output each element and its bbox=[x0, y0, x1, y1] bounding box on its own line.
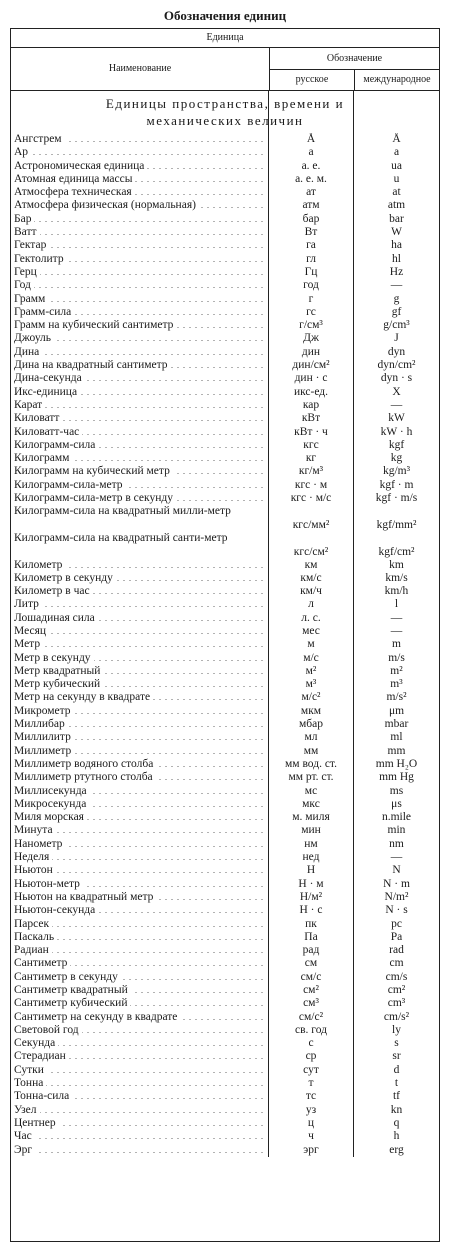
unit-symbol-international: — bbox=[390, 624, 403, 637]
unit-symbol-international: mbar bbox=[384, 718, 409, 731]
unit-symbol-international: kW bbox=[388, 412, 405, 425]
unit-name: Парсек . . . bbox=[11, 918, 268, 931]
unit-symbol-international: h bbox=[393, 1130, 400, 1143]
unit-name: Атомная единица массы . . . bbox=[11, 173, 268, 186]
unit-name: Килограмм-сила-метр в секунду . . . bbox=[11, 492, 268, 505]
unit-symbol-russian: Вт bbox=[304, 226, 318, 239]
unit-name: Сантиметр квадратный . . . bbox=[11, 984, 268, 997]
unit-name: Ньютон-секунда . . . bbox=[11, 904, 268, 917]
unit-symbol-russian: м/с bbox=[303, 651, 319, 664]
unit-symbol-international: gf bbox=[391, 305, 402, 318]
unit-symbol-russian: л bbox=[308, 598, 314, 611]
unit-symbol-russian: см/с bbox=[300, 970, 322, 983]
unit-symbol-russian: гс bbox=[306, 305, 316, 318]
unit-symbol-international: dyn · s bbox=[380, 372, 413, 385]
unit-symbol-international: u bbox=[393, 172, 400, 185]
unit-name: Ватт . . . bbox=[11, 226, 268, 239]
unit-name: Грамм на кубический сантиметр . . . bbox=[11, 319, 268, 332]
unit-name: Киловатт-час . . . bbox=[11, 426, 268, 439]
unit-symbol-international: ly bbox=[392, 1023, 401, 1036]
unit-name: Километр . . . bbox=[11, 559, 268, 572]
unit-symbol-russian: атм bbox=[302, 199, 320, 212]
unit-symbol-russian: см³ bbox=[303, 997, 319, 1010]
unit-name: Дина . . . bbox=[11, 346, 268, 359]
header-name: Наименование bbox=[11, 48, 270, 90]
unit-symbol-russian: см/с² bbox=[298, 1010, 324, 1023]
unit-name: Метр квадратный . . . bbox=[11, 665, 268, 678]
unit-name: Сантиметр в секунду . . . bbox=[11, 971, 268, 984]
unit-name: Ангстрем . . . bbox=[11, 133, 268, 146]
unit-name: Килограмм-сила на квадратный санти-метр bbox=[11, 532, 268, 559]
unit-name: Микрометр . . . bbox=[11, 705, 268, 718]
unit-name: Миллисекунда . . . bbox=[11, 785, 268, 798]
unit-name: Гектар . . . bbox=[11, 239, 268, 252]
unit-symbol-international: s bbox=[394, 1037, 399, 1050]
units-table bbox=[10, 28, 440, 1242]
unit-name: Джоуль . . . bbox=[11, 332, 268, 345]
unit-symbol-international: bar bbox=[389, 212, 404, 225]
unit-name: Микросекунда . . . bbox=[11, 798, 268, 811]
unit-name: Ньютон-метр . . . bbox=[11, 878, 268, 891]
unit-symbol-international: ml bbox=[390, 731, 403, 744]
unit-symbol-russian: Н · м bbox=[298, 877, 324, 890]
unit-symbol-international: dyn/cm² bbox=[377, 359, 416, 372]
unit-symbol-international: l bbox=[394, 598, 399, 611]
unit-symbol-russian: мкм bbox=[300, 704, 322, 717]
unit-symbol-russian: ч bbox=[308, 1130, 314, 1143]
unit-name: Миллибар . . . bbox=[11, 718, 268, 731]
unit-symbol-international: μs bbox=[391, 797, 402, 810]
unit-name: Сутки . . . bbox=[11, 1064, 268, 1077]
unit-symbol-international: g/cm³ bbox=[383, 319, 410, 332]
unit-symbol-international: Å bbox=[392, 133, 401, 145]
unit-symbol-international: tf bbox=[392, 1090, 401, 1103]
unit-name: Бар . . . bbox=[11, 213, 268, 226]
column-russian bbox=[269, 91, 354, 1157]
unit-name: Тонна . . . bbox=[11, 1077, 268, 1090]
unit-symbol-russian: Н/м² bbox=[299, 890, 323, 903]
unit-symbol-russian: Н bbox=[306, 864, 316, 877]
table-body bbox=[11, 91, 439, 1157]
unit-symbol-international: W bbox=[391, 226, 402, 239]
unit-symbol-russian: кгс bbox=[303, 438, 319, 451]
unit-symbol-international: ua bbox=[391, 159, 402, 172]
header-designation: Обозначение bbox=[270, 48, 439, 70]
unit-symbol-russian: с bbox=[308, 1037, 314, 1050]
unit-name: Минута . . . bbox=[11, 824, 268, 837]
unit-name: Ньютон на квадратный метр . . . bbox=[11, 891, 268, 904]
unit-name: Узел . . . bbox=[11, 1104, 268, 1117]
unit-name: Астрономическая единица . . . bbox=[11, 160, 268, 173]
unit-symbol-international: m² bbox=[390, 664, 403, 677]
unit-symbol-international: km/s bbox=[385, 571, 408, 584]
unit-name: Килограмм . . . bbox=[11, 452, 268, 465]
unit-symbol-international: erg bbox=[389, 1143, 404, 1156]
unit-symbol-international: cm³ bbox=[387, 997, 406, 1010]
unit-symbol-international: atm bbox=[387, 199, 406, 212]
unit-name: Метр на секунду в квадрате . . . bbox=[11, 691, 268, 704]
unit-name: Месяц . . . bbox=[11, 625, 268, 638]
unit-symbol-russian: кВт bbox=[301, 412, 321, 425]
unit-symbol-international: — bbox=[390, 279, 403, 292]
header-row bbox=[11, 48, 439, 91]
unit-symbol-russian: уз bbox=[305, 1103, 317, 1116]
unit-symbol-international: cm² bbox=[387, 984, 406, 996]
unit-symbol-russian: дин bbox=[301, 345, 321, 358]
unit-symbol-international: N · m bbox=[383, 877, 410, 890]
unit-symbol-russian: кгс · м/с bbox=[290, 492, 332, 505]
unit-symbol-international: N/m² bbox=[384, 890, 409, 903]
unit-symbol-russian: бар bbox=[302, 212, 320, 225]
unit-symbol-russian: гл bbox=[306, 252, 316, 265]
unit-name: Ньютон . . . bbox=[11, 864, 268, 877]
unit-symbol-international: d bbox=[393, 1063, 400, 1076]
unit-symbol-russian: кгс/мм² bbox=[292, 519, 330, 532]
unit-name: Радиан . . . bbox=[11, 944, 268, 957]
unit-symbol-russian: мкс bbox=[302, 797, 320, 810]
unit-symbol-russian: тс bbox=[305, 1090, 317, 1103]
unit-symbol-international: min bbox=[387, 824, 406, 837]
unit-symbol-international: mm Hg bbox=[379, 771, 414, 784]
unit-symbol-international: Pa bbox=[390, 930, 403, 943]
unit-symbol-russian: а bbox=[308, 146, 314, 159]
column-international bbox=[354, 91, 439, 1157]
unit-name: Карат . . . bbox=[11, 399, 268, 412]
unit-symbol-russian: пк bbox=[305, 917, 317, 930]
unit-symbol-international: cm/s² bbox=[383, 1010, 410, 1023]
unit-symbol-international: n.mile bbox=[381, 811, 412, 824]
unit-symbol-russian: икс-ед. bbox=[293, 385, 329, 398]
unit-symbol-russian: м bbox=[307, 638, 315, 651]
unit-name: Миля морская . . . bbox=[11, 811, 268, 824]
unit-name: Литр . . . bbox=[11, 598, 268, 611]
unit-symbol-russian: кг bbox=[305, 452, 317, 465]
unit-symbol-international: hl bbox=[392, 252, 401, 265]
unit-symbol-international: kg/m³ bbox=[382, 465, 411, 478]
unit-name: Миллиметр водяного столба . . . bbox=[11, 758, 268, 771]
unit-symbol-russian: кгс · м bbox=[294, 478, 328, 491]
unit-symbol-international: pc bbox=[391, 917, 402, 930]
header-unit: Единица bbox=[11, 29, 439, 48]
unit-name: Паскаль . . . bbox=[11, 931, 268, 944]
unit-name: Лошадиная сила . . . bbox=[11, 612, 268, 625]
unit-name: Миллилитр . . . bbox=[11, 731, 268, 744]
unit-symbol-russian: км/с bbox=[300, 571, 322, 584]
unit-name: Метр в секунду . . . bbox=[11, 652, 268, 665]
unit-name: Сантиметр кубический . . . bbox=[11, 997, 268, 1010]
unit-name: Сантиметр на секунду в квадрате . . . bbox=[11, 1011, 268, 1024]
unit-name: Год . . . bbox=[11, 279, 268, 292]
unit-symbol-international: ms bbox=[389, 784, 404, 797]
unit-name: Метр кубический . . . bbox=[11, 678, 268, 691]
unit-symbol-russian: ат bbox=[306, 186, 316, 199]
unit-symbol-russian: Дж bbox=[303, 332, 319, 345]
unit-symbol-international: mm bbox=[387, 744, 406, 757]
unit-symbol-international: kgf · m bbox=[379, 478, 414, 491]
unit-symbol-international: kgf/mm² bbox=[376, 519, 417, 532]
unit-symbol-international: Hz bbox=[389, 265, 404, 278]
unit-symbol-russian: мм вод. ст. bbox=[285, 757, 337, 770]
unit-symbol-russian: а. е. bbox=[301, 159, 321, 172]
unit-name: Тонна-сила . . . bbox=[11, 1090, 268, 1103]
unit-symbol-international: q bbox=[393, 1116, 400, 1129]
unit-name: Миллиметр . . . bbox=[11, 745, 268, 758]
unit-symbol-russian: кВт · ч bbox=[294, 425, 328, 438]
unit-name: Нанометр . . . bbox=[11, 838, 268, 851]
unit-symbol-international: km/h bbox=[384, 585, 409, 598]
unit-symbol-russian: а. е. м. bbox=[295, 172, 327, 185]
unit-symbol-international: N · s bbox=[385, 904, 408, 917]
header-international: международное bbox=[363, 74, 431, 85]
unit-symbol-russian: м³ bbox=[305, 678, 317, 691]
unit-name: Ар . . . bbox=[11, 146, 268, 159]
unit-symbol-international: cm bbox=[389, 957, 404, 970]
section-title-line1: Единицы пространства, времени и bbox=[105, 96, 345, 111]
unit-symbol-international: kgf · m/s bbox=[375, 492, 418, 505]
unit-symbol-international: m/s bbox=[388, 651, 405, 664]
unit-name: Килограмм-сила на квадратный милли-метр bbox=[11, 505, 268, 532]
unit-symbol-russian: Па bbox=[304, 930, 318, 943]
unit-name: Гектолитр . . . bbox=[11, 253, 268, 266]
unit-name: Миллиметр ртутного столба . . . bbox=[11, 771, 268, 784]
unit-name: Дина на квадратный сантиметр . . . bbox=[11, 359, 268, 372]
unit-name: Атмосфера техническая . . . bbox=[11, 186, 268, 199]
unit-symbol-international: km bbox=[389, 558, 404, 571]
unit-name: Неделя . . . bbox=[11, 851, 268, 864]
unit-symbol-russian: мс bbox=[304, 784, 318, 797]
column-name bbox=[11, 91, 269, 1157]
unit-symbol-international: — bbox=[390, 851, 403, 864]
unit-symbol-russian: Å bbox=[306, 133, 316, 145]
unit-symbol-international: cm/s bbox=[385, 970, 408, 983]
unit-name: Центнер . . . bbox=[11, 1117, 268, 1130]
unit-symbol-international: rad bbox=[389, 944, 404, 957]
unit-symbol-russian: м/с² bbox=[301, 691, 321, 704]
header-russian: русское bbox=[270, 70, 355, 90]
unit-symbol-international: a bbox=[393, 146, 400, 159]
unit-symbol-russian: нед bbox=[302, 851, 320, 864]
unit-name: Килограмм на кубический метр . . . bbox=[11, 465, 268, 478]
unit-symbol-international: kg bbox=[390, 452, 403, 465]
unit-name: Эрг . . . bbox=[11, 1144, 268, 1157]
unit-name: Атмосфера физическая (нормальная) . . . bbox=[11, 199, 268, 212]
unit-name: Сантиметр . . . bbox=[11, 957, 268, 970]
unit-name: Икс-единица . . . bbox=[11, 386, 268, 399]
unit-name: Секунда . . . bbox=[11, 1037, 268, 1050]
unit-symbol-russian: га bbox=[306, 239, 316, 252]
unit-symbol-international: ha bbox=[391, 239, 402, 252]
unit-symbol-international: dyn bbox=[387, 345, 406, 358]
section-title bbox=[11, 91, 439, 129]
unit-symbol-international: m/s² bbox=[386, 691, 407, 704]
unit-symbol-russian: эрг bbox=[303, 1143, 319, 1156]
unit-symbol-russian: Н · с bbox=[299, 904, 323, 917]
unit-symbol-russian: см bbox=[304, 957, 318, 970]
unit-symbol-russian: мм bbox=[303, 744, 319, 757]
unit-symbol-russian: мес bbox=[302, 624, 320, 637]
unit-symbol-russian: св. год bbox=[295, 1023, 327, 1036]
unit-symbol-international: t bbox=[394, 1077, 399, 1090]
unit-symbol-russian: см² bbox=[303, 984, 319, 996]
unit-symbol-russian: ср bbox=[305, 1050, 317, 1063]
unit-symbol-international: m³ bbox=[390, 678, 403, 691]
unit-name: Килограмм-сила . . . bbox=[11, 439, 268, 452]
unit-name: Дина-секунда . . . bbox=[11, 372, 268, 385]
unit-symbol-russian: рад bbox=[302, 944, 320, 957]
unit-symbol-russian: кг/м³ bbox=[298, 465, 324, 478]
unit-symbol-international: X bbox=[392, 385, 401, 398]
unit-symbol-russian: дин/см² bbox=[292, 359, 330, 372]
unit-symbol-international: N bbox=[392, 864, 401, 877]
unit-symbol-russian: г/см³ bbox=[299, 319, 323, 332]
unit-symbol-russian: м. миля bbox=[292, 811, 330, 824]
unit-name: Световой год . . . bbox=[11, 1024, 268, 1037]
unit-symbol-international: kgf bbox=[388, 438, 405, 451]
unit-symbol-russian: Гц bbox=[304, 265, 318, 278]
unit-name: Киловатт . . . bbox=[11, 412, 268, 425]
unit-symbol-russian: мин bbox=[301, 824, 321, 837]
unit-symbol-russian: сут bbox=[303, 1063, 319, 1076]
unit-name: Километр в час . . . bbox=[11, 585, 268, 598]
unit-symbol-russian: год bbox=[303, 279, 319, 292]
unit-symbol-international: — bbox=[390, 611, 403, 624]
unit-symbol-international: m bbox=[392, 638, 401, 651]
unit-symbol-russian: л. с. bbox=[301, 611, 321, 624]
unit-symbol-russian: нм bbox=[304, 837, 318, 850]
unit-symbol-russian: кгс/см² bbox=[293, 545, 329, 558]
header-designation-group bbox=[270, 48, 439, 90]
section-title-line2: механических величин bbox=[146, 113, 304, 128]
unit-symbol-international: — bbox=[390, 398, 403, 411]
unit-symbol-russian: км bbox=[304, 558, 318, 571]
unit-symbol-international: mm H₂O bbox=[375, 757, 418, 770]
unit-symbol-international: kgf/cm² bbox=[378, 545, 415, 558]
unit-symbol-russian: ц bbox=[307, 1116, 315, 1129]
unit-name: Километр в секунду . . . bbox=[11, 572, 268, 585]
page-title: Обозначения единиц bbox=[163, 8, 287, 23]
unit-symbol-russian: мм рт. ст. bbox=[288, 771, 334, 784]
unit-symbol-international: kW · h bbox=[380, 425, 413, 438]
header-subcolumns bbox=[270, 70, 439, 90]
unit-symbol-international: kn bbox=[390, 1103, 403, 1116]
unit-symbol-international: g bbox=[393, 292, 400, 305]
unit-symbol-international: J bbox=[394, 332, 399, 345]
unit-symbol-russian: мл bbox=[304, 731, 318, 744]
unit-symbol-russian: км/ч bbox=[300, 585, 322, 598]
unit-name: Грамм-сила . . . bbox=[11, 306, 268, 319]
unit-name: Стерадиан . . . bbox=[11, 1050, 268, 1063]
unit-symbol-russian: мбар bbox=[299, 718, 323, 731]
unit-name: Час . . . bbox=[11, 1130, 268, 1143]
unit-symbol-russian: г bbox=[308, 292, 314, 305]
unit-symbol-international: nm bbox=[389, 837, 404, 850]
unit-symbol-international: at bbox=[392, 186, 401, 199]
unit-name: Герц . . . bbox=[11, 266, 268, 279]
unit-symbol-russian: т bbox=[308, 1077, 314, 1090]
unit-name: Килограмм-сила-метр . . . bbox=[11, 479, 268, 492]
unit-name: Грамм . . . bbox=[11, 293, 268, 306]
unit-symbol-russian: кар bbox=[302, 398, 320, 411]
unit-symbol-russian: дин · с bbox=[294, 372, 328, 385]
unit-name: Метр . . . bbox=[11, 638, 268, 651]
unit-symbol-international: sr bbox=[392, 1050, 401, 1063]
unit-symbol-russian: м² bbox=[305, 664, 317, 677]
unit-symbol-international: μm bbox=[388, 704, 405, 717]
